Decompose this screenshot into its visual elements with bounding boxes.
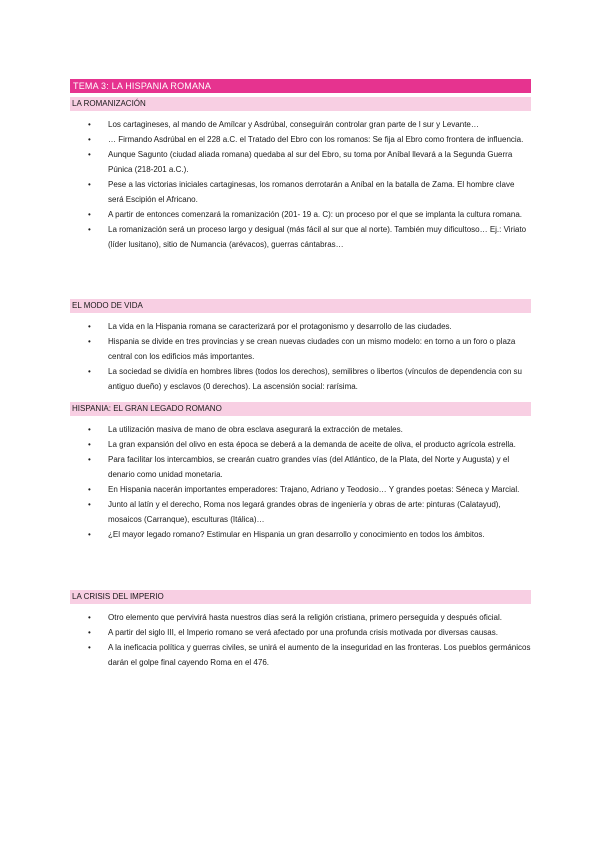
list-item: • ¿El mayor legado romano? Estimular en Hispania un gran desarrollo y conocimiento en todos los ámbitos. — [70, 527, 531, 542]
list-item: • La gran expansión del olivo en esta época se deberá a la demanda de aceite de oliva, el producto agrícola estrella. — [70, 437, 531, 452]
section-heading: EL MODO DE VIDA — [70, 299, 531, 313]
list-item: • … Firmando Asdrúbal en el 228 a.C. el Tratado del Ebro con los romanos: Se fija al Ebro como frontera de influencia. — [70, 132, 531, 147]
section-heading: HISPANIA: EL GRAN LEGADO ROMANO — [70, 402, 531, 416]
list-item: • La utilización masiva de mano de obra esclava asegurará la extracción de metales. — [70, 422, 531, 437]
document-title: TEMA 3: LA HISPANIA ROMANA — [70, 79, 531, 93]
list-item: • A partir de entonces comenzará la romanización (201- 19 a. C): un proceso por el que se implanta la cultura romana. — [70, 207, 531, 222]
section-modo-de-vida — [70, 299, 531, 394]
list-item: • La sociedad se dividía en hombres libres (todos los derechos), semilibres o libertos (vínculos de dependencia con su antiguo dueño) y esclavos (0 derechos). La ascensión social: rarísima. — [70, 364, 531, 394]
section-heading: LA ROMANIZACIÓN — [70, 97, 531, 111]
bullet-list — [70, 319, 531, 394]
section-crisis-imperio — [70, 590, 531, 670]
list-item: • Para facilitar los intercambios, se crearán cuatro grandes vías (del Atlántico, de la Plata, del Norte y Augusta) y el denario como unidad monetaria. — [70, 452, 531, 482]
bullet-list — [70, 610, 531, 670]
list-item: • Hispania se divide en tres provincias y se crean nuevas ciudades con un mismo modelo: en torno a un foro o plaza central con los edificios más importantes. — [70, 334, 531, 364]
section-gran-legado — [70, 402, 531, 542]
list-item: • Otro elemento que pervivirá hasta nuestros días será la religión cristiana, primero perseguida y después oficial. — [70, 610, 531, 625]
list-item: • A partir del siglo III, el Imperio romano se verá afectado por una profunda crisis motivada por diversas causas. — [70, 625, 531, 640]
section-romanizacion — [70, 97, 531, 252]
bullet-list — [70, 422, 531, 542]
section-heading: LA CRISIS DEL IMPERIO — [70, 590, 531, 604]
list-item: • Pese a las victorias iniciales cartaginesas, los romanos derrotarán a Aníbal en la batalla de Zama. El hombre clave será Escipión el Africano. — [70, 177, 531, 207]
list-item: • A la ineficacia política y guerras civiles, se unirá el aumento de la inseguridad en las fronteras. Los pueblos germánicos darán el golpe final cayendo Roma en el 476. — [70, 640, 531, 670]
list-item: • La romanización será un proceso largo y desigual (más fácil al sur que al norte). También muy dificultoso… Ej.: Viriato (líder lusitano), sitio de Numancia (arévacos), guerras cántabras… — [70, 222, 531, 252]
list-item: • Los cartagineses, al mando de Amílcar y Asdrúbal, conseguirán controlar gran parte de l sur y Levante… — [70, 117, 531, 132]
list-item: • En Hispania nacerán importantes emperadores: Trajano, Adriano y Teodosio… Y grandes poetas: Séneca y Marcial. — [70, 482, 531, 497]
list-item: • Junto al latín y el derecho, Roma nos legará grandes obras de ingeniería y obras de arte: pinturas (Calatayud), mosaicos (Carranque), esculturas (Itálica)… — [70, 497, 531, 527]
bullet-list — [70, 117, 531, 252]
list-item: • La vida en la Hispania romana se caracterizará por el protagonismo y desarrollo de las ciudades. — [70, 319, 531, 334]
list-item: • Aunque Sagunto (ciudad aliada romana) quedaba al sur del Ebro, su toma por Aníbal llevará a la Segunda Guerra Púnica (218-201 a.C.). — [70, 147, 531, 177]
